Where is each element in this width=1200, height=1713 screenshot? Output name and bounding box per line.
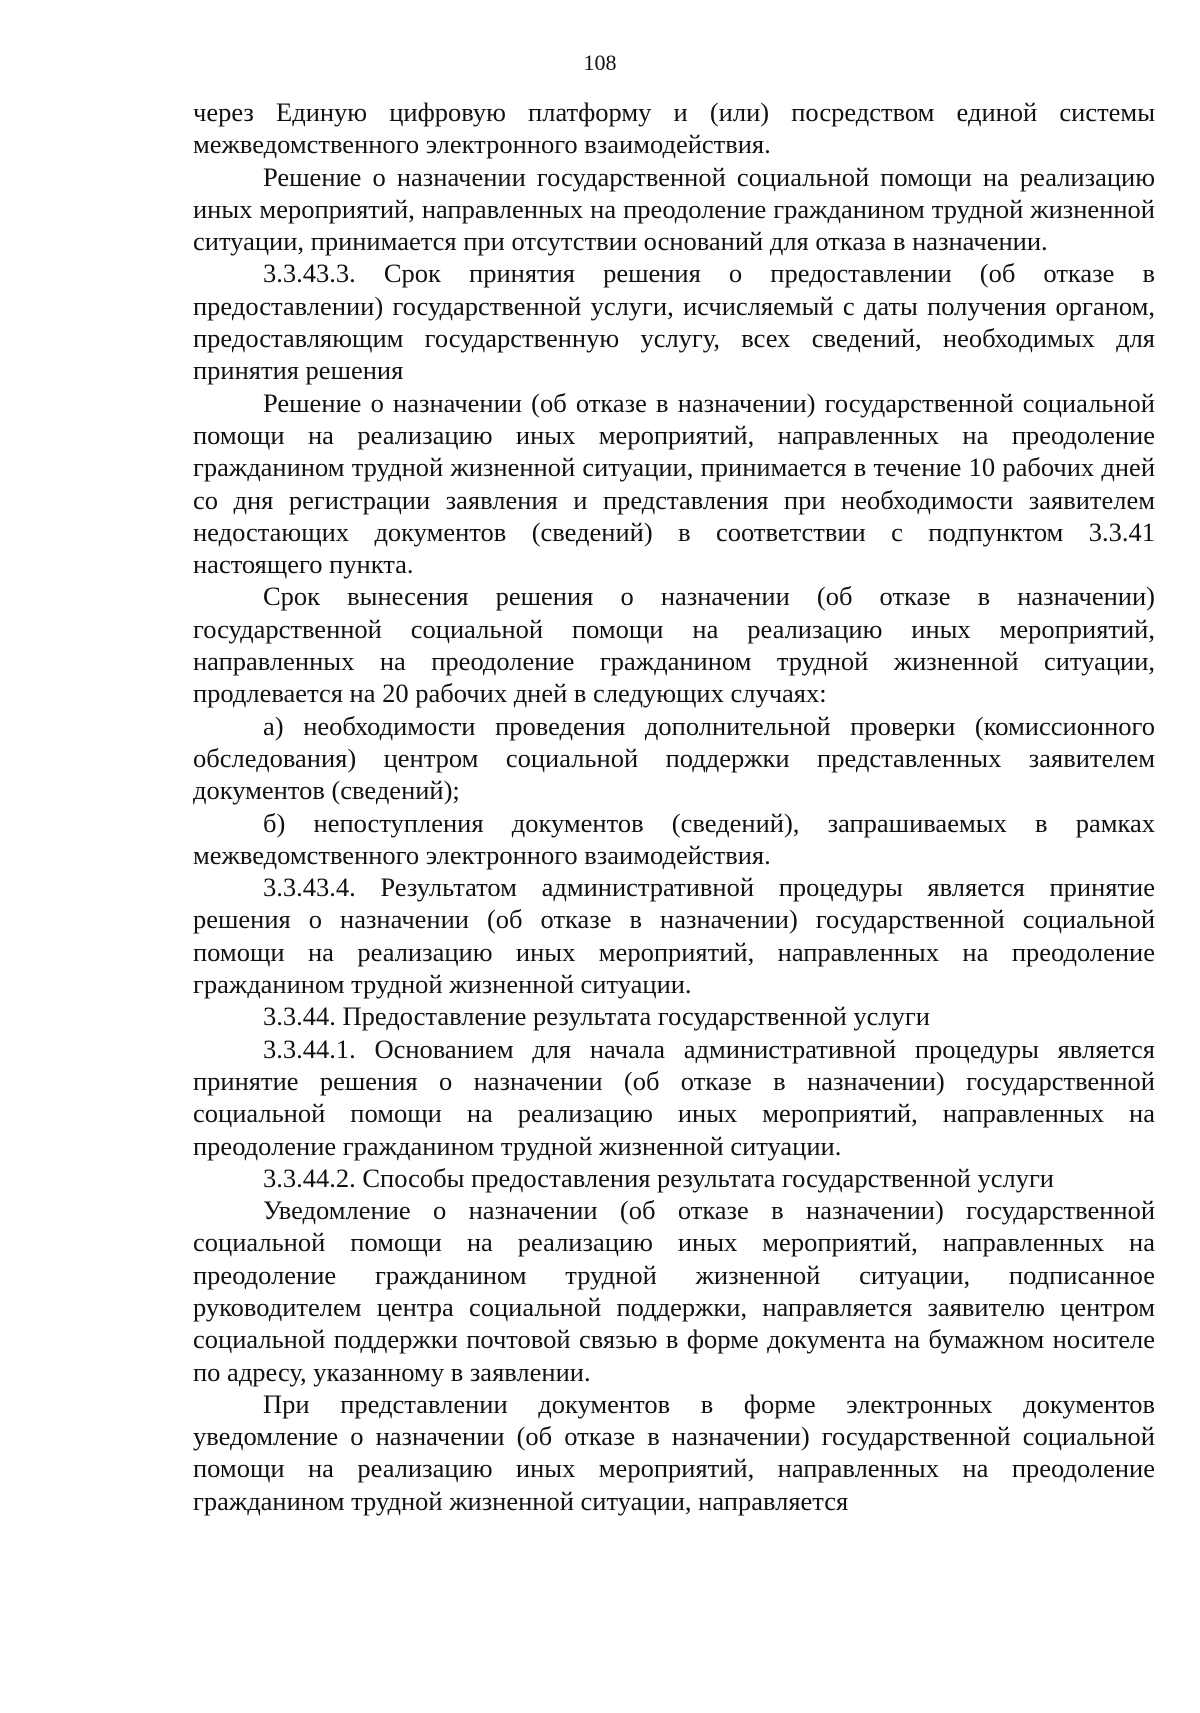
paragraph-notification-paper: Уведомление о назначении (об отказе в назначении) государственной социальной помощи на реализацию иных мероприятий, направленных на преодоление гражданином трудной жизненной ситуации, подписанное руководителем центра социальной поддержки, направляется заявителю центром социальной поддержки почтовой связью в форме документа на бумажном носителе по адресу, указанному в заявлении.: [193, 1195, 1155, 1387]
paragraph-term-extension: Срок вынесения решения о назначении (об отказе в назначении) государственной социальной помощи на реализацию иных мероприятий, направленных на преодоление гражданином трудной жизненной ситуации, продлевается на 20 рабочих дней в следующих случаях:: [193, 581, 1155, 709]
paragraph-3-3-43-3: 3.3.43.3. Срок принятия решения о предоставлении (об отказе в предоставлении) государственной услуги, исчисляемый с даты получения органом, предоставляющим государственную услугу, всех сведений, необходимых для принятия решения: [193, 258, 1155, 386]
paragraph-decision-term: Решение о назначении (об отказе в назначении) государственной социальной помощи на реализацию иных мероприятий, направленных на преодоление гражданином трудной жизненной ситуации, принимается в течение 10 рабочих дней со дня регистрации заявления и представления при необходимости заявителем недостающих документов (сведений) в соответствии с подпунктом 3.3.41 настоящего пункта.: [193, 387, 1155, 580]
paragraph-3-3-44-2: 3.3.44.2. Способы предоставления результата государственной услуги: [263, 1162, 1054, 1193]
paragraph-item-b: б) непоступления документов (сведений), запрашиваемых в рамках межведомственного электронного взаимодействия.: [193, 807, 1155, 870]
paragraph-3-3-44-heading: 3.3.44. Предоставление результата государственной услуги: [263, 1001, 930, 1032]
document-body: [193, 96, 1155, 1517]
page-number: 108: [583, 50, 617, 75]
paragraph-3-3-43-4: 3.3.43.4. Результатом административной процедуры является принятие решения о назначении (об отказе в назначении) государственной социальной помощи на реализацию иных мероприятий, направленных на преодоление гражданином трудной жизненной ситуации.: [193, 872, 1155, 1000]
paragraph-continuation: через Единую цифровую платформу и (или) посредством единой системы межведомственного электронного взаимодействия.: [193, 97, 1155, 160]
paragraph-notification-electronic: При представлении документов в форме электронных документов уведомление о назначении (об отказе в назначении) государственной социальной помощи на реализацию иных мероприятий, направленных на преодоление гражданином трудной жизненной ситуации, направляется: [193, 1388, 1155, 1516]
paragraph-decision-assignment: Решение о назначении государственной социальной помощи на реализацию иных мероприятий, направленных на преодоление гражданином трудной жизненной ситуации, принимается при отсутствии оснований для отказа в назначении.: [193, 161, 1155, 257]
paragraph-item-a: а) необходимости проведения дополнительной проверки (комиссионного обследования) центром социальной поддержки представленных заявителем документов (сведений);: [193, 710, 1155, 806]
paragraph-3-3-44-1: 3.3.44.1. Основанием для начала административной процедуры является принятие решения о назначении (об отказе в назначении) государственной социальной помощи на реализацию иных мероприятий, направленных на преодоление гражданином трудной жизненной ситуации.: [193, 1033, 1155, 1161]
